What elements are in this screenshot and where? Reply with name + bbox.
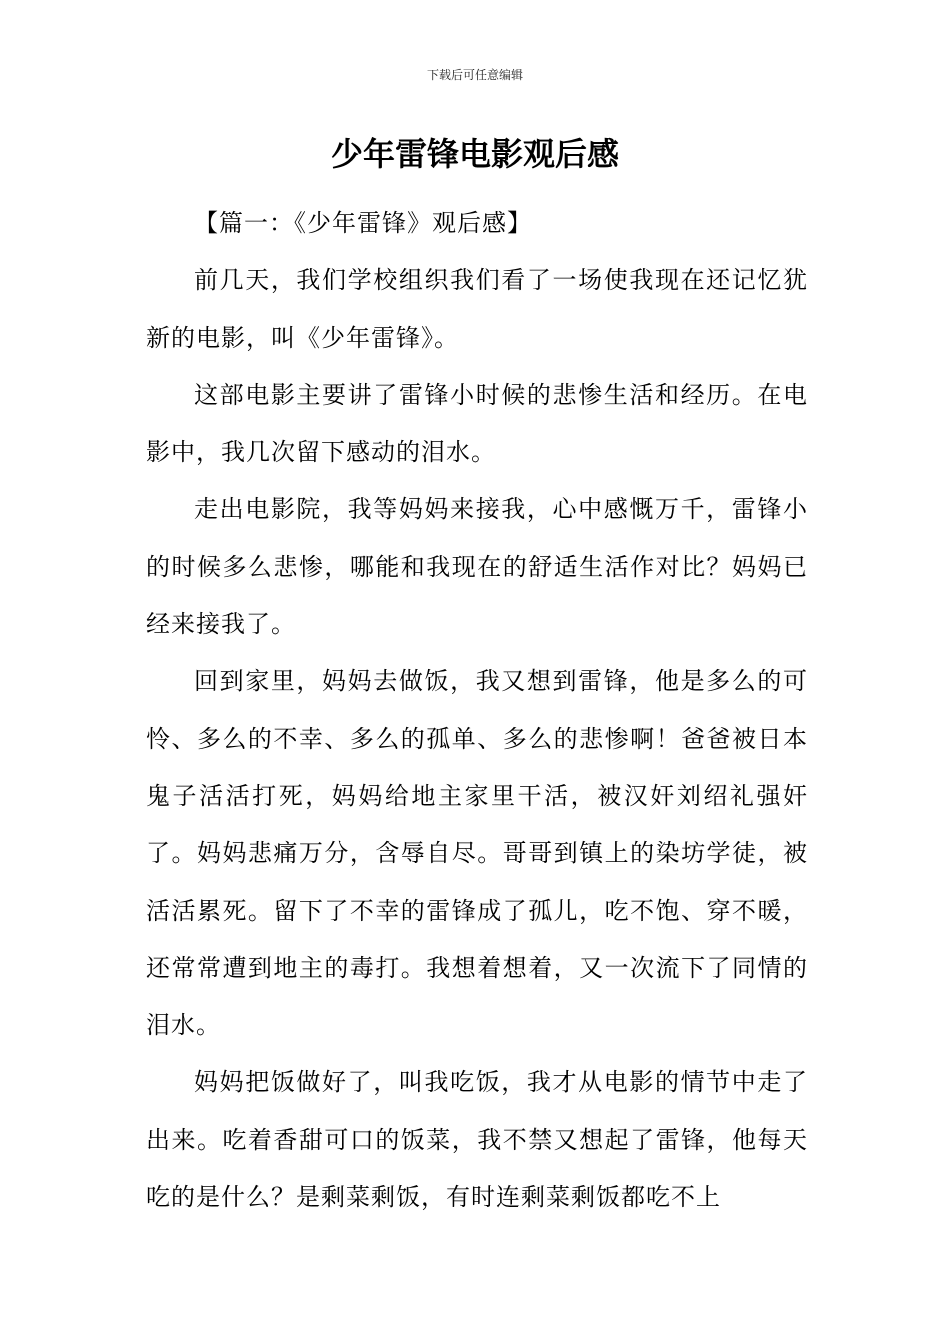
- document-body: [146, 195, 808, 1226]
- section-heading: 【篇一：《少年雷锋》观后感】: [194, 209, 532, 237]
- header-note: 下载后可任意编辑: [426, 68, 523, 82]
- paragraph-5: 妈妈把饭做好了，叫我吃饭，我才从电影的情节中走了出来。吃着香甜可口的饭菜，我不禁又想起了雷锋，他每天吃的是什么？是剩菜剩饭，有时连剩菜剩饭都吃不上: [146, 1068, 808, 1212]
- paragraph-2: 这部电影主要讲了雷锋小时候的悲惨生活和经历。在电影中，我几次留下感动的泪水。: [146, 380, 808, 467]
- paragraph-4: 回到家里，妈妈去做饭，我又想到雷锋，他是多么的可怜、多么的不幸、多么的孤单、多么的悲惨啊！爸爸被日本鬼子活活打死，妈妈给地主家里干活，被汉奸刘绍礼强奸了。妈妈悲痛万分，含辱自尽。哥哥到镇上的染坊学徒，被活活累死。留下了不幸的雷锋成了孤儿，吃不饱、穿不暖，还常常遭到地主的毒打。我想着想着，又一次流下了同情的泪水。: [146, 667, 808, 1040]
- paragraph-1: 前几天，我们学校组织我们看了一场使我现在还记忆犹新的电影，叫《少年雷锋》。: [146, 266, 808, 352]
- document-title: 少年雷锋电影观后感: [330, 135, 619, 173]
- paragraph-3: 走出电影院，我等妈妈来接我，心中感慨万千，雷锋小的时候多么悲惨，哪能和我现在的舒适生活作对比？妈妈已经来接我了。: [146, 495, 808, 639]
